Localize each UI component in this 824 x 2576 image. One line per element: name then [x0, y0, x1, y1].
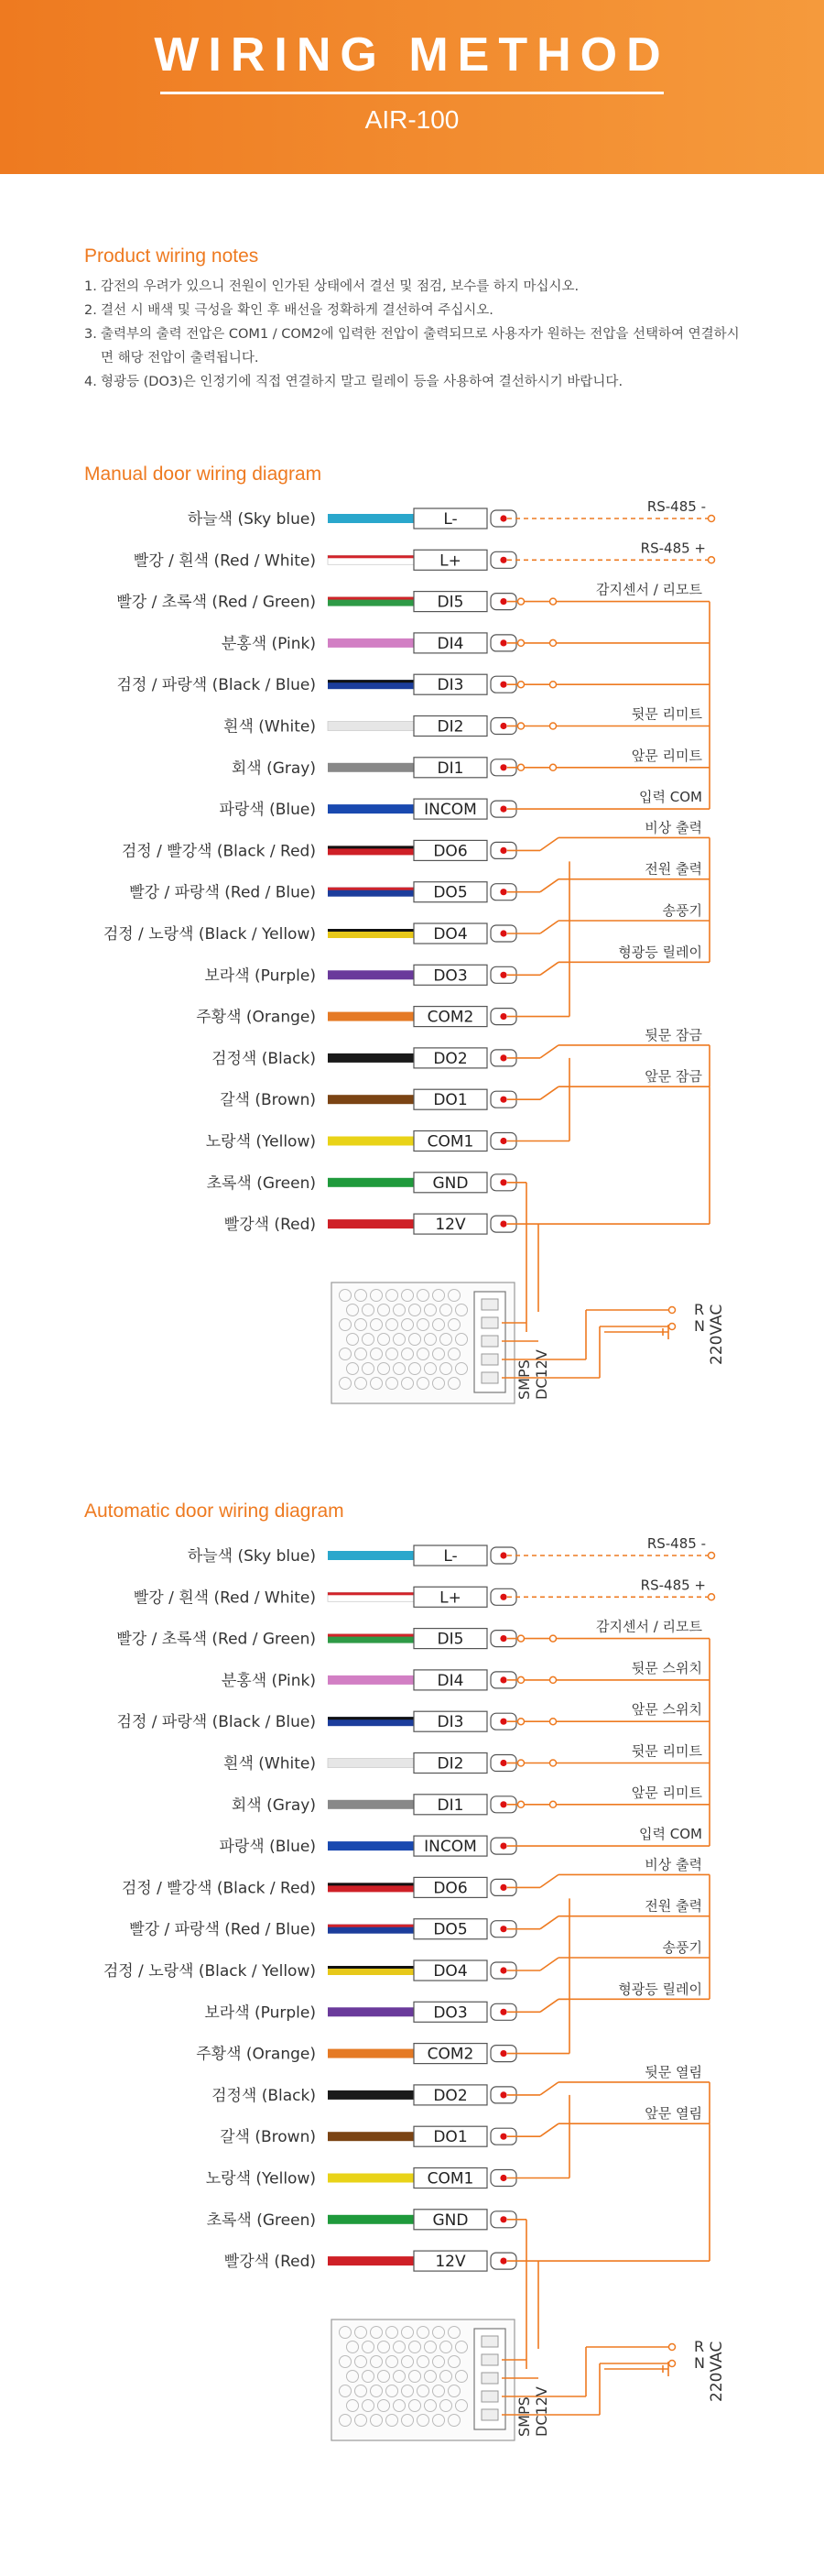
- switch-contact: [709, 1594, 715, 1600]
- notes-title: Product wiring notes: [84, 246, 259, 267]
- wire-stripe: [328, 888, 414, 890]
- wire-color-label: 회색 (Gray): [231, 759, 316, 778]
- signal-label: 앞문 열림: [645, 2105, 702, 2123]
- signal-line: [540, 1999, 558, 2012]
- switch-contact: [709, 1553, 715, 1559]
- signal-label: 뒷문 스위치: [631, 1659, 702, 1676]
- wire-color-label: 파랑색 (Blue): [219, 801, 316, 820]
- note-number: 1.: [84, 279, 97, 294]
- wire-color-label: 빨강 / 파랑색 (Red / Blue): [129, 883, 316, 902]
- switch-contact: [550, 1676, 557, 1683]
- terminal-label: COM2: [427, 2045, 474, 2064]
- wire-color-label: 하늘색 (Sky blue): [187, 1547, 316, 1566]
- wire-color-label: 검정 / 노랑색 (Black / Yellow): [103, 1962, 316, 1981]
- wire-stripe: [328, 846, 414, 848]
- signal-line: [540, 1958, 558, 1970]
- wire-line: [328, 970, 414, 979]
- switch-contact: [518, 723, 525, 729]
- wire-line: [328, 1012, 414, 1021]
- switch-contact: [669, 1307, 676, 1314]
- terminal-label: DI5: [437, 1630, 464, 1649]
- smps-terminal: [482, 2354, 498, 2365]
- wiring-svg: [0, 476, 824, 1475]
- signal-line: [540, 962, 558, 975]
- page-title: WIRING METHOD: [154, 28, 670, 82]
- signal-label: 앞문 리미트: [631, 1784, 702, 1801]
- wire-line: [328, 1178, 414, 1187]
- wire-line: [328, 1675, 414, 1685]
- smps-terminal: [482, 1336, 498, 1347]
- wire-color-label: 빨강색 (Red): [223, 2253, 316, 2272]
- wire-color-label: 초록색 (Green): [206, 2210, 316, 2230]
- signal-label: 전원 출력: [645, 1897, 702, 1915]
- terminal-dot: [500, 1179, 506, 1185]
- smps-terminal: [482, 1372, 498, 1383]
- wiring-svg: [0, 1513, 824, 2512]
- notes-list: [84, 275, 743, 394]
- wire-color-label: 회색 (Gray): [231, 1796, 316, 1815]
- power-r-label: R: [694, 2338, 705, 2355]
- smps-terminal: [482, 2373, 498, 2384]
- switch-contact: [518, 1635, 525, 1642]
- signal-label: 송풍기: [662, 902, 702, 919]
- switch-contact: [518, 1760, 525, 1766]
- manual-door-wiring-diagram: [0, 476, 824, 1475]
- wire-color-label: 노랑색 (Yellow): [205, 1132, 316, 1152]
- wire-stripe: [328, 680, 414, 682]
- terminal-dot: [500, 1676, 506, 1683]
- terminal-dot: [500, 1801, 506, 1807]
- terminal-dot: [500, 1552, 506, 1558]
- terminal-dot: [500, 1635, 506, 1642]
- wire-color-label: 검정 / 빨강색 (Black / Red): [121, 842, 316, 861]
- signal-label: 뒷문 리미트: [631, 705, 702, 723]
- wire-color-label: 검정 / 노랑색 (Black / Yellow): [103, 925, 316, 944]
- signal-label: RS-485 -: [646, 1535, 706, 1552]
- wire-color-label: 검정색 (Black): [211, 2086, 316, 2105]
- switch-contact: [518, 1676, 525, 1683]
- terminal-label: DI1: [437, 1796, 464, 1815]
- wire-stripe: [328, 555, 414, 558]
- wire-color-label: 파랑색 (Blue): [219, 1838, 316, 1857]
- terminal-dot: [500, 972, 506, 978]
- switch-contact: [550, 1801, 557, 1807]
- terminal-label: INCOM: [424, 801, 477, 820]
- wire-line: [328, 1800, 414, 1809]
- smps-terminal: [482, 1354, 498, 1365]
- signal-label: RS-485 +: [640, 540, 706, 557]
- switch-contact: [709, 516, 715, 522]
- switch-contact: [518, 682, 525, 688]
- terminal-dot: [500, 1594, 506, 1600]
- terminal-label: DO3: [433, 966, 468, 986]
- smps-label: SMPS: [515, 2396, 533, 2437]
- header-banner: [0, 0, 824, 174]
- note-number: 2.: [84, 303, 97, 318]
- terminal-dot: [500, 930, 506, 936]
- terminal-label: DO5: [433, 1920, 468, 1939]
- wire-stripe: [328, 1634, 414, 1637]
- signal-label: 비상 출력: [645, 1856, 702, 1873]
- terminal-dot: [500, 1760, 506, 1766]
- switch-contact: [550, 598, 557, 605]
- switch-contact: [518, 1801, 525, 1807]
- wire-color-label: 빨강 / 초록색 (Red / Green): [116, 1630, 316, 1649]
- switch-contact: [669, 2361, 676, 2367]
- wire-color-label: 하늘색 (Sky blue): [187, 510, 316, 529]
- signal-label: 뒷문 열림: [645, 2063, 702, 2080]
- wire-stripe: [328, 1925, 414, 1927]
- wire-stripe: [328, 1966, 414, 1969]
- signal-line: [540, 1086, 558, 1099]
- note-text: 결선 시 배색 및 극성을 확인 후 배선을 정확하게 결선하여 주십시오.: [101, 303, 493, 318]
- terminal-label: DO1: [433, 1091, 468, 1110]
- wire-color-label: 초록색 (Green): [206, 1173, 316, 1193]
- note-item: [84, 275, 743, 299]
- wire-stripe: [328, 597, 414, 600]
- wire-line: [328, 2049, 414, 2058]
- signal-label: RS-485 -: [646, 498, 706, 515]
- wire-color-label: 갈색 (Brown): [220, 1091, 316, 1110]
- switch-contact: [518, 1719, 525, 1725]
- terminal-label: DO2: [433, 1049, 468, 1068]
- terminal-dot: [500, 639, 506, 646]
- wire-stripe: [328, 1592, 414, 1595]
- switch-contact: [518, 639, 525, 646]
- note-item: [84, 299, 743, 322]
- terminal-dot: [500, 1926, 506, 1932]
- note-number: 3.: [84, 327, 97, 342]
- wire-line: [328, 1219, 414, 1228]
- wire-line: [328, 1841, 414, 1850]
- signal-line: [540, 2082, 558, 2095]
- smps-terminal: [482, 2336, 498, 2347]
- wire-line: [328, 1137, 414, 1146]
- wire-line: [328, 2090, 414, 2100]
- terminal-label: L-: [443, 510, 458, 529]
- wire-line: [328, 2007, 414, 2016]
- wire-stripe: [328, 1717, 414, 1719]
- terminal-label: DO3: [433, 2003, 468, 2023]
- signal-label: 전원 출력: [645, 860, 702, 878]
- wire-line: [328, 763, 414, 772]
- smps-terminal: [482, 2409, 498, 2420]
- signal-line: [540, 921, 558, 933]
- terminal-label: DI2: [437, 717, 464, 737]
- wire-color-label: 검정 / 파랑색 (Black / Blue): [116, 1713, 316, 1732]
- dc-voltage-label: DC12V: [533, 1349, 550, 1400]
- ac-voltage-label: 220VAC: [708, 2341, 726, 2402]
- signal-line: [540, 1874, 558, 1887]
- note-item: [84, 370, 743, 394]
- wire-color-label: 분홍색 (Pink): [221, 634, 316, 653]
- terminal-label: COM1: [427, 2169, 474, 2189]
- terminal-label: INCOM: [424, 1838, 477, 1857]
- wire-color-label: 분홍색 (Pink): [221, 1671, 316, 1690]
- terminal-label: DI3: [437, 676, 464, 695]
- model-name: AIR-100: [364, 105, 460, 134]
- terminal-dot: [500, 723, 506, 729]
- switch-contact: [518, 598, 525, 605]
- signal-label: 입력 COM: [639, 1826, 702, 1843]
- wire-line: [328, 1095, 414, 1104]
- terminal-label: L-: [443, 1547, 458, 1566]
- signal-line: [540, 1045, 558, 1058]
- wire-line: [328, 2215, 414, 2224]
- signal-label: 입력 COM: [639, 789, 702, 806]
- power-n-label: N: [694, 2354, 705, 2372]
- switch-contact: [709, 557, 715, 563]
- terminal-label: DO6: [433, 842, 468, 861]
- terminal-dot: [500, 764, 506, 770]
- automatic-door-wiring-diagram: [0, 1513, 824, 2512]
- ac-voltage-label: 220VAC: [708, 1304, 726, 1365]
- wire-color-label: 빨강 / 흰색 (Red / White): [133, 1588, 316, 1608]
- smps-terminal: [482, 1299, 498, 1310]
- wire-line: [328, 514, 414, 523]
- note-text: 형광등 (DO3)은 인정기에 직접 연결하지 말고 릴레이 등을 사용하여 결선하시기 바랍니다.: [101, 375, 623, 389]
- switch-contact: [550, 1635, 557, 1642]
- terminal-dot: [500, 2258, 506, 2265]
- signal-label: 감지센서 / 리모트: [595, 581, 702, 598]
- terminal-dot: [500, 889, 506, 895]
- wire-color-label: 검정 / 빨강색 (Black / Red): [121, 1879, 316, 1898]
- terminal-dot: [500, 1719, 506, 1725]
- note-text: 감전의 우려가 있으니 전원이 인가된 상태에서 결선 및 점검, 보수를 하지 마십시오.: [101, 279, 580, 294]
- terminal-dot: [500, 2050, 506, 2057]
- signal-label: 앞문 스위치: [631, 1701, 702, 1719]
- smps-label: SMPS: [515, 1359, 533, 1400]
- terminal-label: DI5: [437, 593, 464, 612]
- terminal-label: GND: [432, 1173, 469, 1193]
- signal-label: 감지센서 / 리모트: [595, 1618, 702, 1635]
- smps-terminal: [482, 2391, 498, 2402]
- terminal-dot: [500, 1843, 506, 1850]
- wire-line: [328, 1551, 414, 1560]
- note-text: 출력부의 출력 전압은 COM1 / COM2에 입력한 전압이 출력되므로 사용자가 원하는 전압을 선택하여 연결하시면 해당 전압이 출력됩니다.: [101, 327, 740, 366]
- wire-line: [328, 2256, 414, 2265]
- wire-line: [328, 2174, 414, 2183]
- terminal-label: DO1: [433, 2128, 468, 2147]
- wire-stripe: [328, 1883, 414, 1885]
- terminal-label: DI1: [437, 759, 464, 778]
- terminal-label: L+: [439, 1588, 461, 1608]
- wire-line: [328, 1759, 414, 1768]
- terminal-dot: [500, 1054, 506, 1061]
- switch-contact: [550, 682, 557, 688]
- wire-line: [328, 804, 414, 813]
- terminal-label: DO6: [433, 1879, 468, 1898]
- wire-color-label: 빨강 / 파랑색 (Red / Blue): [129, 1920, 316, 1939]
- wire-line: [328, 722, 414, 731]
- terminal-dot: [500, 2216, 506, 2222]
- wire-color-label: 보라색 (Purple): [204, 966, 316, 986]
- signal-label: 형광등 릴레이: [618, 1981, 702, 1998]
- terminal-dot: [500, 806, 506, 813]
- terminal-dot: [500, 682, 506, 688]
- wire-line: [328, 639, 414, 648]
- switch-contact: [550, 639, 557, 646]
- signal-line: [540, 2123, 558, 2136]
- terminal-dot: [500, 2009, 506, 2015]
- terminal-label: DI3: [437, 1713, 464, 1732]
- wire-line: [328, 1053, 414, 1063]
- terminal-dot: [500, 2134, 506, 2140]
- manual-diagram-title: Manual door wiring diagram: [84, 464, 322, 485]
- terminal-label: DO2: [433, 2086, 468, 2105]
- terminal-label: COM2: [427, 1008, 474, 1027]
- power-r-label: R: [694, 1301, 705, 1318]
- signal-label: 비상 출력: [645, 819, 702, 836]
- signal-line: [540, 879, 558, 892]
- terminal-dot: [500, 1097, 506, 1103]
- note-item: [84, 322, 743, 370]
- wire-color-label: 흰색 (White): [223, 1754, 316, 1774]
- note-number: 4.: [84, 375, 97, 389]
- signal-label: 형광등 릴레이: [618, 944, 702, 961]
- automatic-diagram-title: Automatic door wiring diagram: [84, 1501, 344, 1522]
- switch-contact: [550, 723, 557, 729]
- wire-line: [328, 2132, 414, 2141]
- terminal-dot: [500, 1221, 506, 1228]
- terminal-dot: [500, 2091, 506, 2098]
- switch-contact: [518, 764, 525, 770]
- wire-color-label: 흰색 (White): [223, 717, 316, 737]
- wire-color-label: 보라색 (Purple): [204, 2003, 316, 2023]
- signal-label: 앞문 잠금: [645, 1068, 702, 1086]
- wire-color-label: 빨강 / 흰색 (Red / White): [133, 551, 316, 571]
- switch-contact: [550, 1760, 557, 1766]
- wire-color-label: 빨강 / 초록색 (Red / Green): [116, 593, 316, 612]
- terminal-label: L+: [439, 551, 461, 571]
- switch-contact: [669, 1324, 676, 1330]
- switch-contact: [550, 764, 557, 770]
- terminal-dot: [500, 598, 506, 605]
- wire-color-label: 검정색 (Black): [211, 1049, 316, 1068]
- signal-label: 뒷문 잠금: [645, 1026, 702, 1043]
- switch-contact: [669, 2344, 676, 2351]
- terminal-label: DI4: [437, 634, 464, 653]
- wire-color-label: 빨강색 (Red): [223, 1216, 316, 1235]
- terminal-dot: [500, 2175, 506, 2181]
- terminal-dot: [500, 515, 506, 521]
- signal-label: RS-485 +: [640, 1577, 706, 1594]
- terminal-label: DI2: [437, 1754, 464, 1774]
- wire-color-label: 갈색 (Brown): [220, 2128, 316, 2147]
- dc-voltage-label: DC12V: [533, 2386, 550, 2437]
- signal-line: [540, 1916, 558, 1929]
- signal-label: 송풍기: [662, 1939, 702, 1956]
- title-divider: [160, 92, 664, 94]
- wire-color-label: 노랑색 (Yellow): [205, 2169, 316, 2189]
- terminal-label: GND: [432, 2210, 469, 2230]
- signal-label: 앞문 리미트: [631, 747, 702, 764]
- wire-color-label: 주황색 (Orange): [196, 2045, 316, 2064]
- terminal-label: COM1: [427, 1132, 474, 1152]
- terminal-dot: [500, 557, 506, 563]
- power-n-label: N: [694, 1317, 705, 1335]
- wire-color-label: 주황색 (Orange): [196, 1008, 316, 1027]
- terminal-label: DO5: [433, 883, 468, 902]
- wire-color-label: 검정 / 파랑색 (Black / Blue): [116, 676, 316, 695]
- terminal-label: DO4: [433, 925, 468, 944]
- wire-stripe: [328, 929, 414, 932]
- smps-terminal: [482, 1317, 498, 1328]
- terminal-label: DI4: [437, 1671, 464, 1690]
- terminal-dot: [500, 847, 506, 854]
- switch-contact: [550, 1719, 557, 1725]
- terminal-dot: [500, 1138, 506, 1144]
- signal-label: 뒷문 리미트: [631, 1742, 702, 1760]
- signal-line: [540, 837, 558, 850]
- terminal-label: 12V: [435, 2253, 466, 2272]
- terminal-dot: [500, 1884, 506, 1891]
- terminal-label: DO4: [433, 1962, 468, 1981]
- terminal-dot: [500, 1013, 506, 1020]
- terminal-dot: [500, 1967, 506, 1973]
- terminal-label: 12V: [435, 1216, 466, 1235]
